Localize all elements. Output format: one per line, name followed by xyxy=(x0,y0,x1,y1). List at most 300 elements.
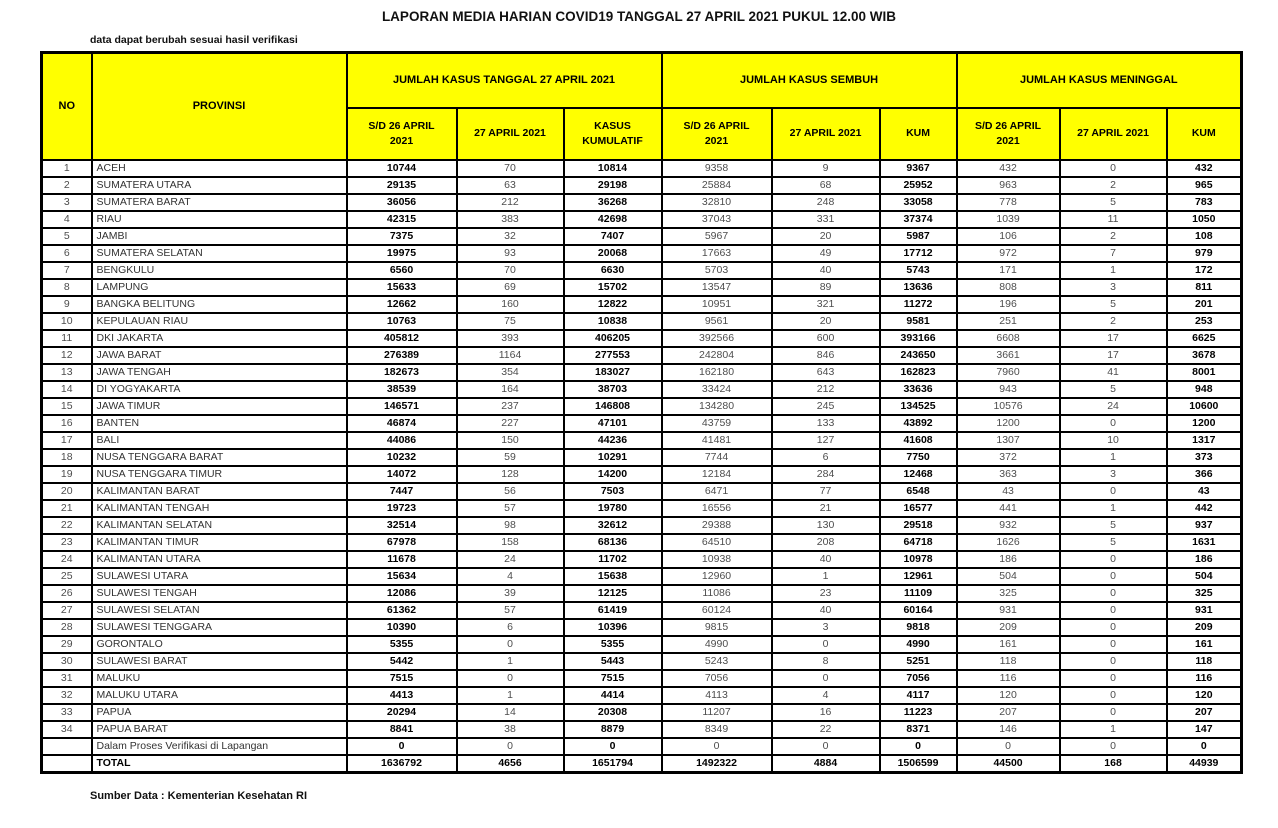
value-cell: 10951 xyxy=(662,296,772,313)
value-cell: 40 xyxy=(772,602,880,619)
province-name: NUSA TENGGARA TIMUR xyxy=(92,466,347,483)
value-cell: 127 xyxy=(772,432,880,449)
value-cell: 12662 xyxy=(347,296,457,313)
value-cell: 118 xyxy=(957,653,1060,670)
table-body xyxy=(42,160,1242,773)
table-row xyxy=(42,687,1242,704)
value-cell: 0 xyxy=(662,738,772,755)
value-cell: 243650 xyxy=(880,347,957,364)
table-row xyxy=(42,415,1242,432)
value-cell: 245 xyxy=(772,398,880,415)
value-cell: 406205 xyxy=(564,330,662,347)
table-row xyxy=(42,466,1242,483)
value-cell: 12961 xyxy=(880,568,957,585)
table-row xyxy=(42,245,1242,262)
value-cell: 253 xyxy=(1167,313,1242,330)
table-row xyxy=(42,704,1242,721)
province-name: KALIMANTAN TENGAH xyxy=(92,500,347,517)
value-cell: 29135 xyxy=(347,177,457,194)
page-title: LAPORAN MEDIA HARIAN COVID19 TANGGAL 27 APRIL 2021 PUKUL 12.00 WIB xyxy=(381,9,897,24)
value-cell: 133 xyxy=(772,415,880,432)
value-cell: 49 xyxy=(772,245,880,262)
table-row xyxy=(42,330,1242,347)
value-cell: 11207 xyxy=(662,704,772,721)
row-number: 4 xyxy=(42,211,92,228)
value-cell: 9367 xyxy=(880,160,957,177)
value-cell: 10 xyxy=(1060,432,1167,449)
value-cell: 13636 xyxy=(880,279,957,296)
value-cell: 6548 xyxy=(880,483,957,500)
row-number: 13 xyxy=(42,364,92,381)
value-cell: 5743 xyxy=(880,262,957,279)
value-cell: 7750 xyxy=(880,449,957,466)
value-cell: 12184 xyxy=(662,466,772,483)
value-cell: 6608 xyxy=(957,330,1060,347)
value-cell: 33058 xyxy=(880,194,957,211)
value-cell: 42698 xyxy=(564,211,662,228)
value-cell: 0 xyxy=(957,738,1060,755)
value-cell: 4990 xyxy=(880,636,957,653)
value-cell: 0 xyxy=(1060,415,1167,432)
row-number: 17 xyxy=(42,432,92,449)
value-cell: 1 xyxy=(457,653,564,670)
value-cell: 209 xyxy=(957,619,1060,636)
table-row xyxy=(42,432,1242,449)
row-number: 10 xyxy=(42,313,92,330)
value-cell: 20308 xyxy=(564,704,662,721)
province-name: KALIMANTAN SELATAN xyxy=(92,517,347,534)
value-cell: 41481 xyxy=(662,432,772,449)
value-cell: 442 xyxy=(1167,500,1242,517)
value-cell: 15638 xyxy=(564,568,662,585)
value-cell: 373 xyxy=(1167,449,1242,466)
row-number: 12 xyxy=(42,347,92,364)
value-cell: 9815 xyxy=(662,619,772,636)
value-cell: 10232 xyxy=(347,449,457,466)
value-cell: 24 xyxy=(457,551,564,568)
table-row xyxy=(42,585,1242,602)
value-cell: 6630 xyxy=(564,262,662,279)
value-cell: 24 xyxy=(1060,398,1167,415)
table-row xyxy=(42,228,1242,245)
value-cell: 965 xyxy=(1167,177,1242,194)
province-name: PAPUA BARAT xyxy=(92,721,347,738)
value-cell: 0 xyxy=(457,670,564,687)
value-cell: 0 xyxy=(1060,670,1167,687)
value-cell: 432 xyxy=(957,160,1060,177)
value-cell: 10600 xyxy=(1167,398,1242,415)
value-cell: 10838 xyxy=(564,313,662,330)
value-cell: 15702 xyxy=(564,279,662,296)
value-cell: 7056 xyxy=(880,670,957,687)
value-cell: 504 xyxy=(957,568,1060,585)
value-cell: 56 xyxy=(457,483,564,500)
table-row xyxy=(42,296,1242,313)
value-cell: 972 xyxy=(957,245,1060,262)
source-note: Sumber Data : Kementerian Kesehatan RI xyxy=(90,789,308,802)
row-number: 9 xyxy=(42,296,92,313)
value-cell: 9 xyxy=(772,160,880,177)
value-cell: 242804 xyxy=(662,347,772,364)
value-cell: 161 xyxy=(957,636,1060,653)
col-header-sembuh-sd26: S/D 26 APRIL 2021 xyxy=(662,108,772,160)
col-header-provinsi: PROVINSI xyxy=(92,53,347,160)
value-cell: 25884 xyxy=(662,177,772,194)
value-cell: 1651794 xyxy=(564,755,662,773)
value-cell: 196 xyxy=(957,296,1060,313)
value-cell: 7375 xyxy=(347,228,457,245)
table-row xyxy=(42,194,1242,211)
value-cell: 0 xyxy=(772,738,880,755)
value-cell: 20068 xyxy=(564,245,662,262)
value-cell: 68 xyxy=(772,177,880,194)
value-cell: 237 xyxy=(457,398,564,415)
province-name: SUMATERA SELATAN xyxy=(92,245,347,262)
value-cell: 10978 xyxy=(880,551,957,568)
value-cell: 0 xyxy=(1060,636,1167,653)
value-cell: 1 xyxy=(1060,721,1167,738)
value-cell: 38703 xyxy=(564,381,662,398)
value-cell: 146571 xyxy=(347,398,457,415)
row-number: 21 xyxy=(42,500,92,517)
value-cell: 931 xyxy=(957,602,1060,619)
value-cell: 106 xyxy=(957,228,1060,245)
value-cell: 67978 xyxy=(347,534,457,551)
row-number: 27 xyxy=(42,602,92,619)
value-cell: 168 xyxy=(1060,755,1167,773)
row-number: 5 xyxy=(42,228,92,245)
value-cell: 3 xyxy=(1060,279,1167,296)
col-header-kasus-kumulatif: KASUS KUMULATIF xyxy=(564,108,662,160)
value-cell: 251 xyxy=(957,313,1060,330)
value-cell: 36056 xyxy=(347,194,457,211)
value-cell: 0 xyxy=(1060,160,1167,177)
value-cell: 60124 xyxy=(662,602,772,619)
value-cell: 0 xyxy=(1060,602,1167,619)
value-cell: 372 xyxy=(957,449,1060,466)
value-cell: 12468 xyxy=(880,466,957,483)
value-cell: 61419 xyxy=(564,602,662,619)
value-cell: 70 xyxy=(457,262,564,279)
row-number: 2 xyxy=(42,177,92,194)
value-cell: 158 xyxy=(457,534,564,551)
value-cell: 11678 xyxy=(347,551,457,568)
value-cell: 366 xyxy=(1167,466,1242,483)
province-name: GORONTALO xyxy=(92,636,347,653)
value-cell: 9561 xyxy=(662,313,772,330)
value-cell: 227 xyxy=(457,415,564,432)
row-number: 22 xyxy=(42,517,92,534)
value-cell: 164 xyxy=(457,381,564,398)
value-cell: 932 xyxy=(957,517,1060,534)
value-cell: 9818 xyxy=(880,619,957,636)
value-cell: 5243 xyxy=(662,653,772,670)
value-cell: 1 xyxy=(772,568,880,585)
row-number: 23 xyxy=(42,534,92,551)
value-cell: 4117 xyxy=(880,687,957,704)
value-cell: 5355 xyxy=(564,636,662,653)
value-cell: 98 xyxy=(457,517,564,534)
value-cell: 17663 xyxy=(662,245,772,262)
value-cell: 14200 xyxy=(564,466,662,483)
value-cell: 405812 xyxy=(347,330,457,347)
province-name: KALIMANTAN UTARA xyxy=(92,551,347,568)
col-header-kasus-27apr: 27 APRIL 2021 xyxy=(457,108,564,160)
value-cell: 63 xyxy=(457,177,564,194)
row-number: 24 xyxy=(42,551,92,568)
value-cell: 6625 xyxy=(1167,330,1242,347)
province-name: Dalam Proses Verifikasi di Lapangan xyxy=(92,738,347,755)
value-cell: 12822 xyxy=(564,296,662,313)
province-name: BANTEN xyxy=(92,415,347,432)
table-row xyxy=(42,534,1242,551)
value-cell: 21 xyxy=(772,500,880,517)
value-cell: 161 xyxy=(1167,636,1242,653)
value-cell: 284 xyxy=(772,466,880,483)
value-cell: 0 xyxy=(1060,653,1167,670)
value-cell: 172 xyxy=(1167,262,1242,279)
value-cell: 43892 xyxy=(880,415,957,432)
value-cell: 9581 xyxy=(880,313,957,330)
value-cell: 7503 xyxy=(564,483,662,500)
value-cell: 600 xyxy=(772,330,880,347)
value-cell: 7744 xyxy=(662,449,772,466)
value-cell: 5987 xyxy=(880,228,957,245)
table-row xyxy=(42,653,1242,670)
value-cell: 979 xyxy=(1167,245,1242,262)
value-cell: 7515 xyxy=(347,670,457,687)
value-cell: 0 xyxy=(1060,585,1167,602)
value-cell: 1636792 xyxy=(347,755,457,773)
value-cell: 150 xyxy=(457,432,564,449)
row-number: 19 xyxy=(42,466,92,483)
table-row xyxy=(42,449,1242,466)
table-row xyxy=(42,551,1242,568)
table-row xyxy=(42,177,1242,194)
value-cell: 948 xyxy=(1167,381,1242,398)
value-cell: 0 xyxy=(457,636,564,653)
province-name: DKI JAKARTA xyxy=(92,330,347,347)
province-name: SUMATERA BARAT xyxy=(92,194,347,211)
value-cell: 17712 xyxy=(880,245,957,262)
table-row xyxy=(42,517,1242,534)
value-cell: 15633 xyxy=(347,279,457,296)
value-cell: 39 xyxy=(457,585,564,602)
value-cell: 0 xyxy=(1060,568,1167,585)
value-cell: 146808 xyxy=(564,398,662,415)
value-cell: 441 xyxy=(957,500,1060,517)
row-number xyxy=(42,738,92,755)
value-cell: 11086 xyxy=(662,585,772,602)
value-cell: 783 xyxy=(1167,194,1242,211)
value-cell: 432 xyxy=(1167,160,1242,177)
value-cell: 44500 xyxy=(957,755,1060,773)
col-header-meninggal-kum: KUM xyxy=(1167,108,1242,160)
value-cell: 68136 xyxy=(564,534,662,551)
value-cell: 0 xyxy=(1167,738,1242,755)
value-cell: 19780 xyxy=(564,500,662,517)
value-cell: 3661 xyxy=(957,347,1060,364)
value-cell: 12960 xyxy=(662,568,772,585)
row-number: 14 xyxy=(42,381,92,398)
value-cell: 116 xyxy=(1167,670,1242,687)
value-cell: 0 xyxy=(880,738,957,755)
value-cell: 38539 xyxy=(347,381,457,398)
province-name: DI YOGYAKARTA xyxy=(92,381,347,398)
value-cell: 134525 xyxy=(880,398,957,415)
province-name: KALIMANTAN TIMUR xyxy=(92,534,347,551)
value-cell: 1 xyxy=(1060,500,1167,517)
value-cell: 32612 xyxy=(564,517,662,534)
value-cell: 146 xyxy=(957,721,1060,738)
value-cell: 44086 xyxy=(347,432,457,449)
row-number: 32 xyxy=(42,687,92,704)
table-row xyxy=(42,347,1242,364)
value-cell: 42315 xyxy=(347,211,457,228)
value-cell: 201 xyxy=(1167,296,1242,313)
value-cell: 19975 xyxy=(347,245,457,262)
table-row xyxy=(42,262,1242,279)
value-cell: 5 xyxy=(1060,296,1167,313)
value-cell: 5 xyxy=(1060,381,1167,398)
row-number: 31 xyxy=(42,670,92,687)
row-number: 29 xyxy=(42,636,92,653)
value-cell: 4413 xyxy=(347,687,457,704)
value-cell: 4 xyxy=(772,687,880,704)
value-cell: 38 xyxy=(457,721,564,738)
value-cell: 778 xyxy=(957,194,1060,211)
value-cell: 25952 xyxy=(880,177,957,194)
value-cell: 1200 xyxy=(957,415,1060,432)
value-cell: 93 xyxy=(457,245,564,262)
row-number: 11 xyxy=(42,330,92,347)
value-cell: 1631 xyxy=(1167,534,1242,551)
value-cell: 41608 xyxy=(880,432,957,449)
value-cell: 8879 xyxy=(564,721,662,738)
value-cell: 248 xyxy=(772,194,880,211)
col-header-sembuh-kum: KUM xyxy=(880,108,957,160)
value-cell: 41 xyxy=(1060,364,1167,381)
value-cell: 40 xyxy=(772,262,880,279)
value-cell: 7 xyxy=(1060,245,1167,262)
value-cell: 10763 xyxy=(347,313,457,330)
province-name: JAMBI xyxy=(92,228,347,245)
value-cell: 14 xyxy=(457,704,564,721)
covid-report-table xyxy=(40,51,1243,774)
value-cell: 160 xyxy=(457,296,564,313)
province-name: SULAWESI TENGGARA xyxy=(92,619,347,636)
value-cell: 8001 xyxy=(1167,364,1242,381)
row-number: 28 xyxy=(42,619,92,636)
province-name: JAWA BARAT xyxy=(92,347,347,364)
value-cell: 5442 xyxy=(347,653,457,670)
value-cell: 1626 xyxy=(957,534,1060,551)
table-row xyxy=(42,313,1242,330)
value-cell: 208 xyxy=(772,534,880,551)
value-cell: 75 xyxy=(457,313,564,330)
value-cell: 383 xyxy=(457,211,564,228)
table-row xyxy=(42,568,1242,585)
value-cell: 29198 xyxy=(564,177,662,194)
value-cell: 44939 xyxy=(1167,755,1242,773)
table-row xyxy=(42,738,1242,755)
value-cell: 4414 xyxy=(564,687,662,704)
value-cell: 331 xyxy=(772,211,880,228)
col-header-no: NO xyxy=(42,53,92,160)
value-cell: 207 xyxy=(957,704,1060,721)
value-cell: 7447 xyxy=(347,483,457,500)
value-cell: 1 xyxy=(1060,262,1167,279)
table-row xyxy=(42,636,1242,653)
table-row xyxy=(42,398,1242,415)
value-cell: 1492322 xyxy=(662,755,772,773)
table-row xyxy=(42,500,1242,517)
value-cell: 10814 xyxy=(564,160,662,177)
disclaimer-note: data dapat berubah sesuai hasil verifikasi xyxy=(90,34,298,46)
value-cell: 0 xyxy=(564,738,662,755)
value-cell: 1307 xyxy=(957,432,1060,449)
value-cell: 5703 xyxy=(662,262,772,279)
value-cell: 130 xyxy=(772,517,880,534)
value-cell: 325 xyxy=(1167,585,1242,602)
group-header-kasus: JUMLAH KASUS TANGGAL 27 APRIL 2021 xyxy=(347,53,662,108)
value-cell: 10576 xyxy=(957,398,1060,415)
value-cell: 11 xyxy=(1060,211,1167,228)
value-cell: 12125 xyxy=(564,585,662,602)
value-cell: 9358 xyxy=(662,160,772,177)
value-cell: 1 xyxy=(1060,449,1167,466)
table-row xyxy=(42,619,1242,636)
value-cell: 2 xyxy=(1060,177,1167,194)
value-cell: 186 xyxy=(1167,551,1242,568)
value-cell: 1050 xyxy=(1167,211,1242,228)
province-name: SULAWESI UTARA xyxy=(92,568,347,585)
row-number: 34 xyxy=(42,721,92,738)
table-row xyxy=(42,602,1242,619)
value-cell: 4 xyxy=(457,568,564,585)
value-cell: 10744 xyxy=(347,160,457,177)
province-name: NUSA TENGGARA BARAT xyxy=(92,449,347,466)
value-cell: 7960 xyxy=(957,364,1060,381)
value-cell: 11702 xyxy=(564,551,662,568)
value-cell: 43 xyxy=(957,483,1060,500)
row-number: 25 xyxy=(42,568,92,585)
value-cell: 4656 xyxy=(457,755,564,773)
value-cell: 32810 xyxy=(662,194,772,211)
value-cell: 43759 xyxy=(662,415,772,432)
province-name: RIAU xyxy=(92,211,347,228)
value-cell: 128 xyxy=(457,466,564,483)
row-number: 18 xyxy=(42,449,92,466)
value-cell: 171 xyxy=(957,262,1060,279)
province-name: BANGKA BELITUNG xyxy=(92,296,347,313)
value-cell: 182673 xyxy=(347,364,457,381)
value-cell: 32514 xyxy=(347,517,457,534)
value-cell: 392566 xyxy=(662,330,772,347)
value-cell: 3 xyxy=(772,619,880,636)
value-cell: 29388 xyxy=(662,517,772,534)
value-cell: 6471 xyxy=(662,483,772,500)
value-cell: 0 xyxy=(347,738,457,755)
value-cell: 108 xyxy=(1167,228,1242,245)
value-cell: 0 xyxy=(1060,619,1167,636)
value-cell: 1164 xyxy=(457,347,564,364)
value-cell: 963 xyxy=(957,177,1060,194)
value-cell: 0 xyxy=(772,636,880,653)
province-name: SULAWESI SELATAN xyxy=(92,602,347,619)
value-cell: 321 xyxy=(772,296,880,313)
value-cell: 11109 xyxy=(880,585,957,602)
